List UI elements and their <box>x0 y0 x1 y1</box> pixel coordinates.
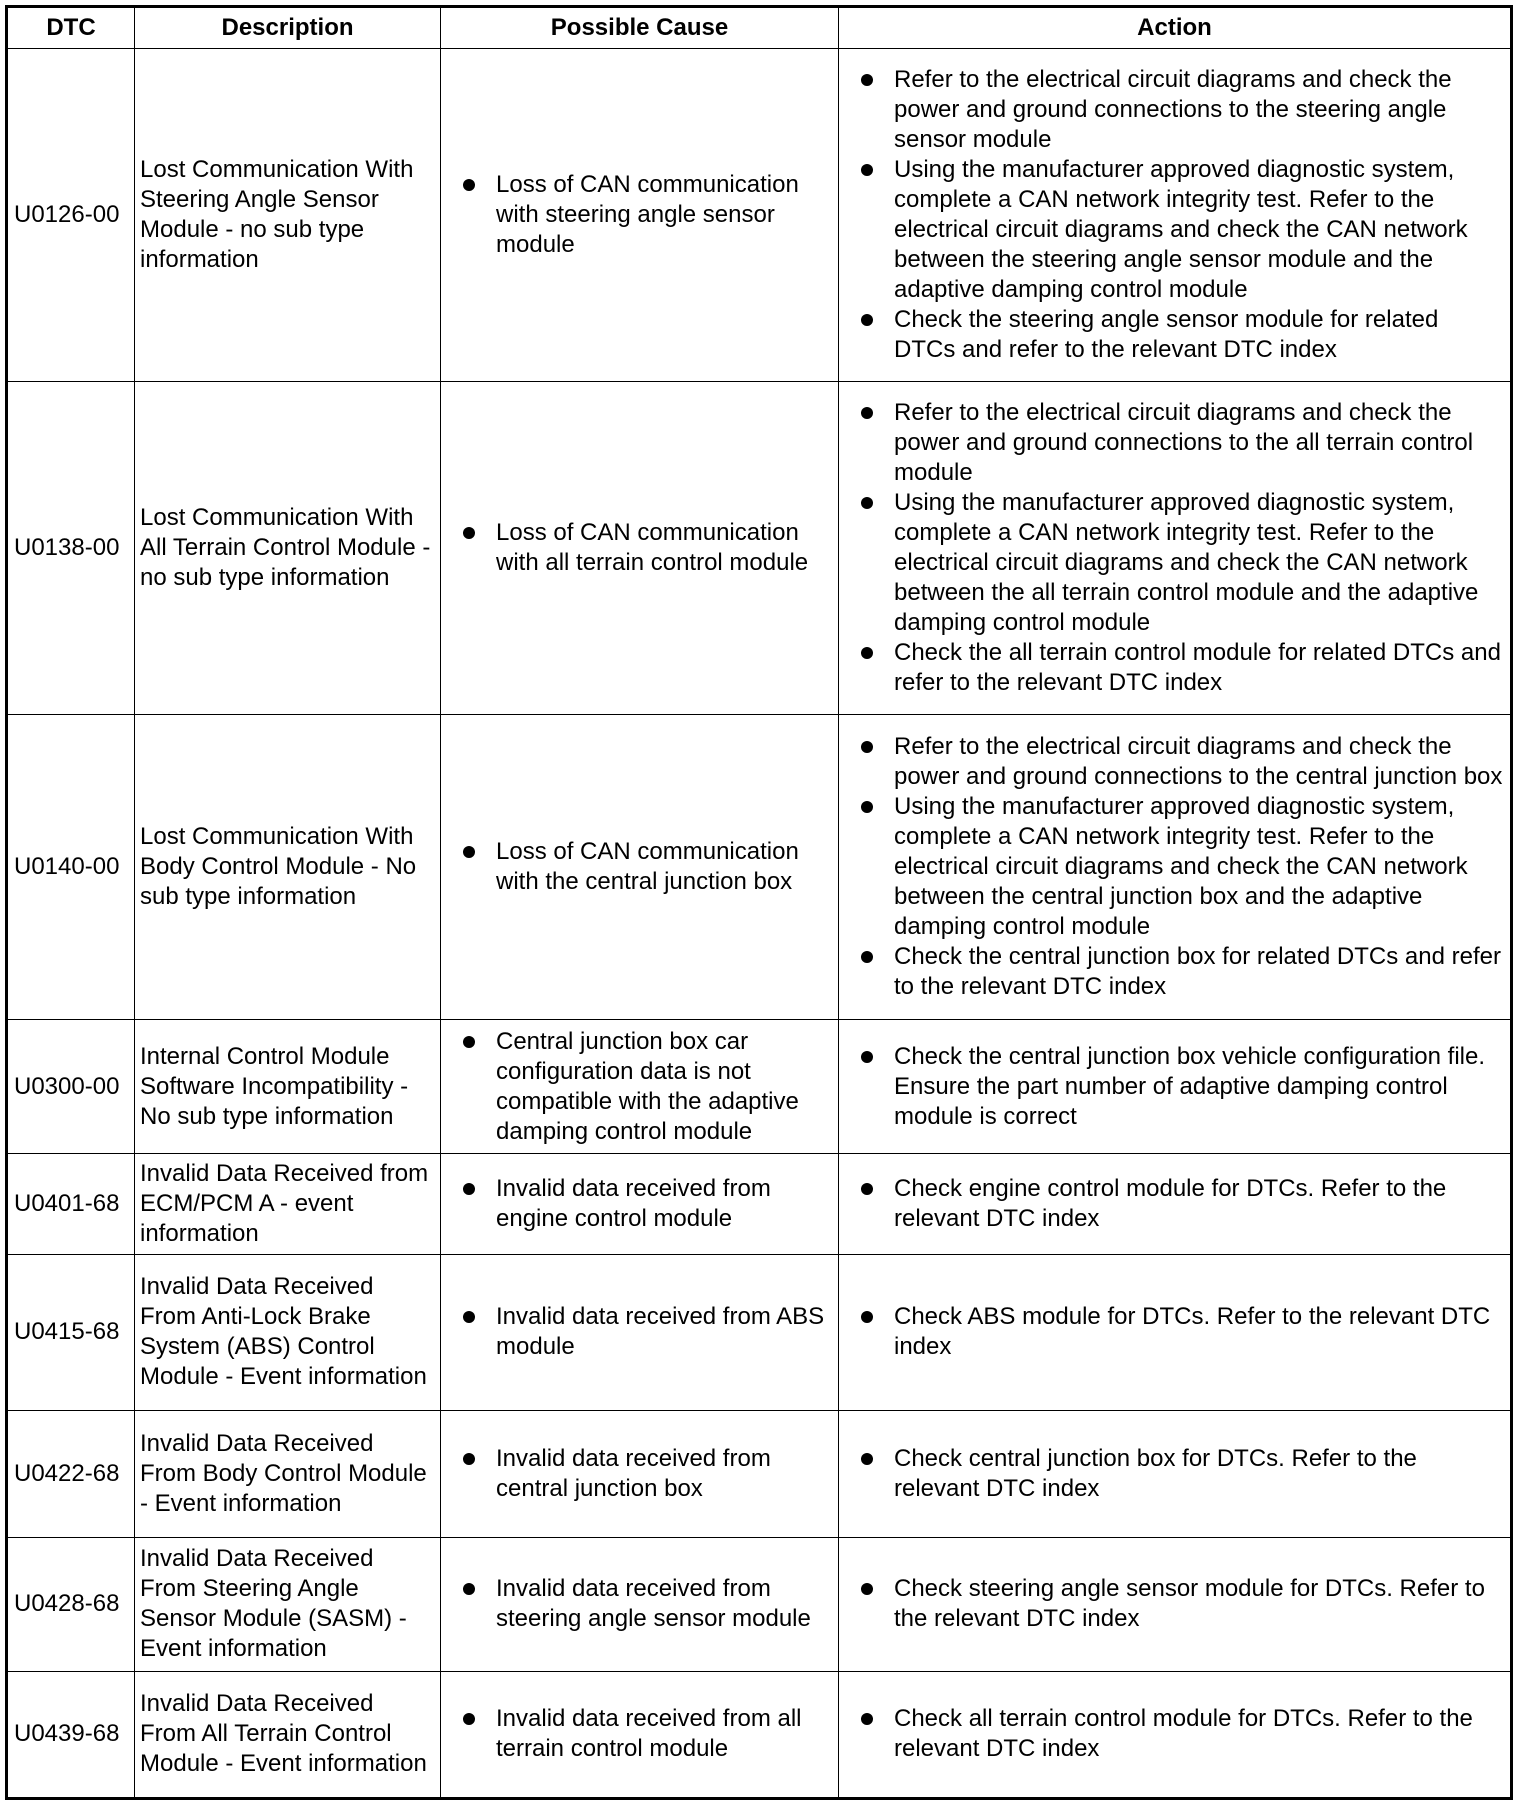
dtc-code: U0428-68 <box>7 1537 135 1671</box>
possible-cause-cell <box>441 1254 839 1410</box>
action-list <box>861 1042 1506 1132</box>
table-row <box>7 1254 1512 1410</box>
action-text: Refer to the electrical circuit diagrams and check the power and ground connections to the all terrain control module <box>894 398 1474 486</box>
cause-item <box>463 170 834 260</box>
action-text: Refer to the electrical circuit diagrams and check the power and ground connections to the central junction box <box>894 733 1503 791</box>
cause-text: Central junction box car configuration data is not compatible with the adaptive damping control module <box>496 1027 799 1145</box>
bullet-icon <box>861 74 873 86</box>
possible-cause-cell <box>441 1410 839 1537</box>
action-cell <box>839 49 1512 382</box>
cause-item <box>463 1444 834 1504</box>
bullet-icon <box>463 1583 475 1595</box>
cause-text: Invalid data received from steering angle sensor module <box>496 1575 811 1633</box>
bullet-icon <box>861 314 873 326</box>
action-text: Using the manufacturer approved diagnostic system, complete a CAN network integrity test. Refer to the electrical circuit diagrams and check the CAN network between the steering angle sensor module and the adaptive damping control module <box>894 155 1468 303</box>
bullet-icon <box>861 164 873 176</box>
action-text: Check the steering angle sensor module for related DTCs and refer to the relevant DTC index <box>894 305 1439 363</box>
bullet-icon <box>861 1713 873 1725</box>
bullet-icon <box>861 1183 873 1195</box>
action-list <box>861 1302 1506 1362</box>
bullet-icon <box>861 741 873 753</box>
cause-item <box>463 1704 834 1764</box>
description-cell: Lost Communication With Body Control Module - No sub type information <box>135 714 441 1019</box>
header-possible-cause: Possible Cause <box>441 7 839 49</box>
cause-item <box>463 1174 834 1234</box>
cause-text: Invalid data received from central junction box <box>496 1444 771 1502</box>
table-row <box>7 381 1512 714</box>
action-text: Refer to the electrical circuit diagrams and check the power and ground connections to the steering angle sensor module <box>894 65 1452 153</box>
bullet-icon <box>861 497 873 509</box>
bullet-icon <box>861 1311 873 1323</box>
cause-text: Loss of CAN communication with the central junction box <box>496 838 799 896</box>
header-description: Description <box>135 7 441 49</box>
action-text: Check the all terrain control module for related DTCs and refer to the relevant DTC index <box>894 638 1501 696</box>
cause-list <box>463 1027 834 1147</box>
bullet-icon <box>463 1453 475 1465</box>
action-text: Check engine control module for DTCs. Refer to the relevant DTC index <box>894 1174 1447 1232</box>
bullet-icon <box>861 951 873 963</box>
action-item <box>861 1444 1506 1504</box>
action-item <box>861 1704 1506 1764</box>
cause-list <box>463 1574 834 1634</box>
bullet-icon <box>861 1583 873 1595</box>
cause-item <box>463 1302 834 1362</box>
description-cell: Invalid Data Received From Body Control Module - Event information <box>135 1410 441 1537</box>
table-row <box>7 1154 1512 1255</box>
possible-cause-cell <box>441 1020 839 1154</box>
action-item <box>861 942 1506 1002</box>
description-cell: Invalid Data Received From All Terrain Control Module - Event information <box>135 1671 441 1798</box>
cause-list <box>463 1302 834 1362</box>
table-row <box>7 1671 1512 1798</box>
action-item <box>861 65 1506 155</box>
table-row <box>7 49 1512 382</box>
cause-text: Loss of CAN communication with steering angle sensor module <box>496 170 799 258</box>
dtc-code: U0138-00 <box>7 381 135 714</box>
table-row <box>7 1020 1512 1154</box>
action-item <box>861 155 1506 305</box>
bullet-icon <box>463 1036 475 1048</box>
action-cell <box>839 1537 1512 1671</box>
bullet-icon <box>861 647 873 659</box>
cause-text: Invalid data received from ABS module <box>496 1303 825 1361</box>
action-item <box>861 305 1506 365</box>
action-text: Using the manufacturer approved diagnostic system, complete a CAN network integrity test. Refer to the electrical circuit diagrams and check the CAN network between the central junction box and the adaptive damping control module <box>894 793 1468 941</box>
bullet-icon <box>463 1311 475 1323</box>
dtc-code: U0401-68 <box>7 1154 135 1255</box>
action-list <box>861 1574 1506 1634</box>
possible-cause-cell <box>441 1671 839 1798</box>
action-list <box>861 1174 1506 1234</box>
bullet-icon <box>463 1183 475 1195</box>
action-cell <box>839 1154 1512 1255</box>
bullet-icon <box>463 179 475 191</box>
action-list <box>861 65 1506 365</box>
bullet-icon <box>861 1453 873 1465</box>
action-item <box>861 398 1506 488</box>
bullet-icon <box>861 801 873 813</box>
possible-cause-cell <box>441 49 839 382</box>
action-list <box>861 1444 1506 1504</box>
description-cell: Lost Communication With Steering Angle Sensor Module - no sub type information <box>135 49 441 382</box>
action-item <box>861 732 1506 792</box>
action-list <box>861 1704 1506 1764</box>
possible-cause-cell <box>441 1154 839 1255</box>
action-item <box>861 1574 1506 1634</box>
table-row <box>7 1410 1512 1537</box>
action-item <box>861 638 1506 698</box>
dtc-code: U0300-00 <box>7 1020 135 1154</box>
action-text: Check the central junction box vehicle configuration file. Ensure the part number of adaptive damping control module is correct <box>894 1042 1485 1130</box>
cause-list <box>463 1444 834 1504</box>
action-item <box>861 1042 1506 1132</box>
header-action: Action <box>839 7 1512 49</box>
possible-cause-cell <box>441 714 839 1019</box>
cause-item <box>463 1027 834 1147</box>
action-cell <box>839 381 1512 714</box>
action-cell <box>839 1254 1512 1410</box>
description-cell: Invalid Data Received From Steering Angle Sensor Module (SASM) - Event information <box>135 1537 441 1671</box>
dtc-code: U0140-00 <box>7 714 135 1019</box>
action-text: Check the central junction box for related DTCs and refer to the relevant DTC index <box>894 943 1501 1001</box>
action-text: Check all terrain control module for DTCs. Refer to the relevant DTC index <box>894 1705 1473 1763</box>
cause-list <box>463 518 834 578</box>
header-dtc: DTC <box>7 7 135 49</box>
action-item <box>861 488 1506 638</box>
dtc-code: U0439-68 <box>7 1671 135 1798</box>
action-text: Check ABS module for DTCs. Refer to the relevant DTC index <box>894 1303 1491 1361</box>
dtc-code: U0126-00 <box>7 49 135 382</box>
possible-cause-cell <box>441 381 839 714</box>
action-item <box>861 1174 1506 1234</box>
bullet-icon <box>861 1051 873 1063</box>
action-text: Check central junction box for DTCs. Refer to the relevant DTC index <box>894 1444 1417 1502</box>
dtc-code: U0422-68 <box>7 1410 135 1537</box>
dtc-code: U0415-68 <box>7 1254 135 1410</box>
cause-item <box>463 1574 834 1634</box>
bullet-icon <box>463 846 475 858</box>
description-cell: Lost Communication With All Terrain Control Module - no sub type information <box>135 381 441 714</box>
action-item <box>861 792 1506 942</box>
bullet-icon <box>463 1713 475 1725</box>
action-list <box>861 732 1506 1002</box>
action-text: Check steering angle sensor module for DTCs. Refer to the relevant DTC index <box>894 1575 1485 1633</box>
description-cell: Internal Control Module Software Incompatibility - No sub type information <box>135 1020 441 1154</box>
action-list <box>861 398 1506 698</box>
action-cell <box>839 1671 1512 1798</box>
cause-list <box>463 837 834 897</box>
cause-item <box>463 518 834 578</box>
cause-item <box>463 837 834 897</box>
cause-list <box>463 170 834 260</box>
table-row <box>7 1537 1512 1671</box>
header-row <box>7 7 1512 49</box>
dtc-table <box>5 5 1513 1800</box>
cause-text: Invalid data received from all terrain control module <box>496 1705 802 1763</box>
cause-list <box>463 1704 834 1764</box>
action-cell <box>839 1410 1512 1537</box>
bullet-icon <box>463 527 475 539</box>
description-cell: Invalid Data Received from ECM/PCM A - event information <box>135 1154 441 1255</box>
cause-list <box>463 1174 834 1234</box>
action-cell <box>839 1020 1512 1154</box>
bullet-icon <box>861 407 873 419</box>
cause-text: Loss of CAN communication with all terrain control module <box>496 518 809 576</box>
action-text: Using the manufacturer approved diagnostic system, complete a CAN network integrity test. Refer to the electrical circuit diagrams and check the CAN network between the all terrain control module and the adaptive damping control module <box>894 488 1479 636</box>
possible-cause-cell <box>441 1537 839 1671</box>
action-cell <box>839 714 1512 1019</box>
action-item <box>861 1302 1506 1362</box>
cause-text: Invalid data received from engine control module <box>496 1174 771 1232</box>
table-row <box>7 714 1512 1019</box>
description-cell: Invalid Data Received From Anti-Lock Brake System (ABS) Control Module - Event information <box>135 1254 441 1410</box>
